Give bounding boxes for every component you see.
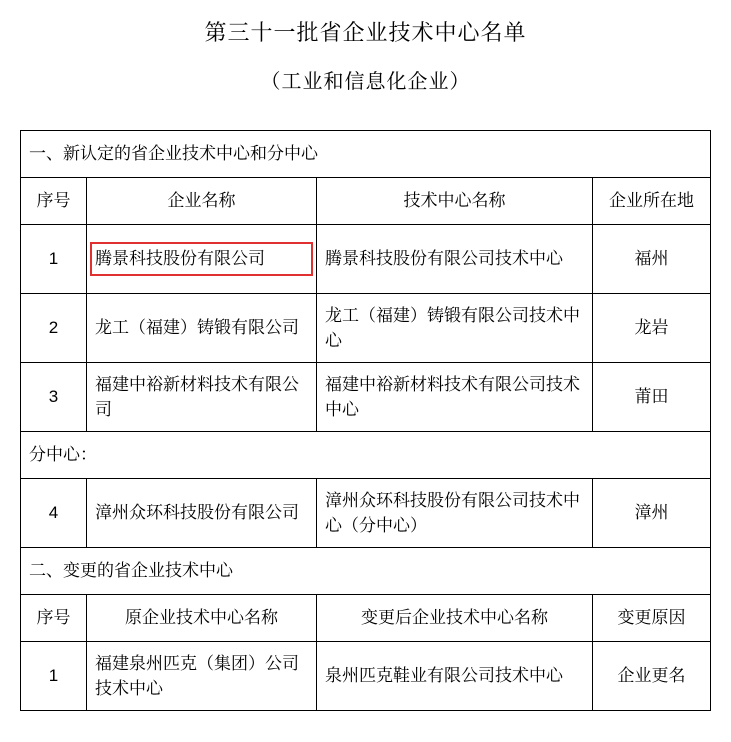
column-header-center: 技术中心名称 <box>317 178 593 225</box>
table-row <box>21 294 711 363</box>
highlighted-company-name: 腾景科技股份有限公司 <box>90 242 313 276</box>
page-title: 第三十一批省企业技术中心名单 <box>204 20 527 45</box>
table-row-section-header <box>21 548 711 595</box>
tech-center-name-cell: 腾景科技股份有限公司技术中心 <box>317 225 593 294</box>
column-header-old-name: 原企业技术中心名称 <box>87 595 317 642</box>
old-center-name-cell: 福建泉州匹克（集团）公司技术中心 <box>87 642 317 711</box>
column-header-no: 序号 <box>21 178 87 225</box>
section-title-changed: 二、变更的省企业技术中心 <box>21 548 711 595</box>
column-header-no-2: 序号 <box>21 595 87 642</box>
section-title-new: 一、新认定的省企业技术中心和分中心 <box>21 131 711 178</box>
change-reason-cell: 企业更名 <box>593 642 711 711</box>
table-row-section-header <box>21 131 711 178</box>
new-center-name-cell: 泉州匹克鞋业有限公司技术中心 <box>317 642 593 711</box>
company-name-cell: 漳州众环科技股份有限公司 <box>87 479 317 548</box>
subsection-title-branch: 分中心： <box>21 432 711 479</box>
company-name-cell <box>87 225 317 294</box>
table-row-column-headers <box>21 178 711 225</box>
location-cell: 福州 <box>593 225 711 294</box>
table-row-subsection <box>21 432 711 479</box>
table-row <box>21 642 711 711</box>
row-number: 1 <box>21 642 87 711</box>
table-row <box>21 225 711 294</box>
location-cell: 漳州 <box>593 479 711 548</box>
row-number: 2 <box>21 294 87 363</box>
row-number: 4 <box>21 479 87 548</box>
location-cell: 龙岩 <box>593 294 711 363</box>
row-number: 3 <box>21 363 87 432</box>
tech-center-name-cell: 龙工（福建）铸锻有限公司技术中心 <box>317 294 593 363</box>
tech-center-name-cell: 福建中裕新材料技术有限公司技术中心 <box>317 363 593 432</box>
column-header-location: 企业所在地 <box>593 178 711 225</box>
column-header-reason: 变更原因 <box>593 595 711 642</box>
company-name-cell: 龙工（福建）铸锻有限公司 <box>87 294 317 363</box>
row-number: 1 <box>21 225 87 294</box>
table-row-column-headers <box>21 595 711 642</box>
document-page <box>0 16 731 742</box>
table-row <box>21 363 711 432</box>
column-header-company: 企业名称 <box>87 178 317 225</box>
enterprise-tech-center-table <box>20 130 711 711</box>
page-subtitle: （工业和信息化企业） <box>260 71 471 93</box>
tech-center-name-cell: 漳州众环科技股份有限公司技术中心（分中心） <box>317 479 593 548</box>
table-row <box>21 479 711 548</box>
column-header-new-name: 变更后企业技术中心名称 <box>317 595 593 642</box>
company-name-cell: 福建中裕新材料技术有限公司 <box>87 363 317 432</box>
location-cell: 莆田 <box>593 363 711 432</box>
